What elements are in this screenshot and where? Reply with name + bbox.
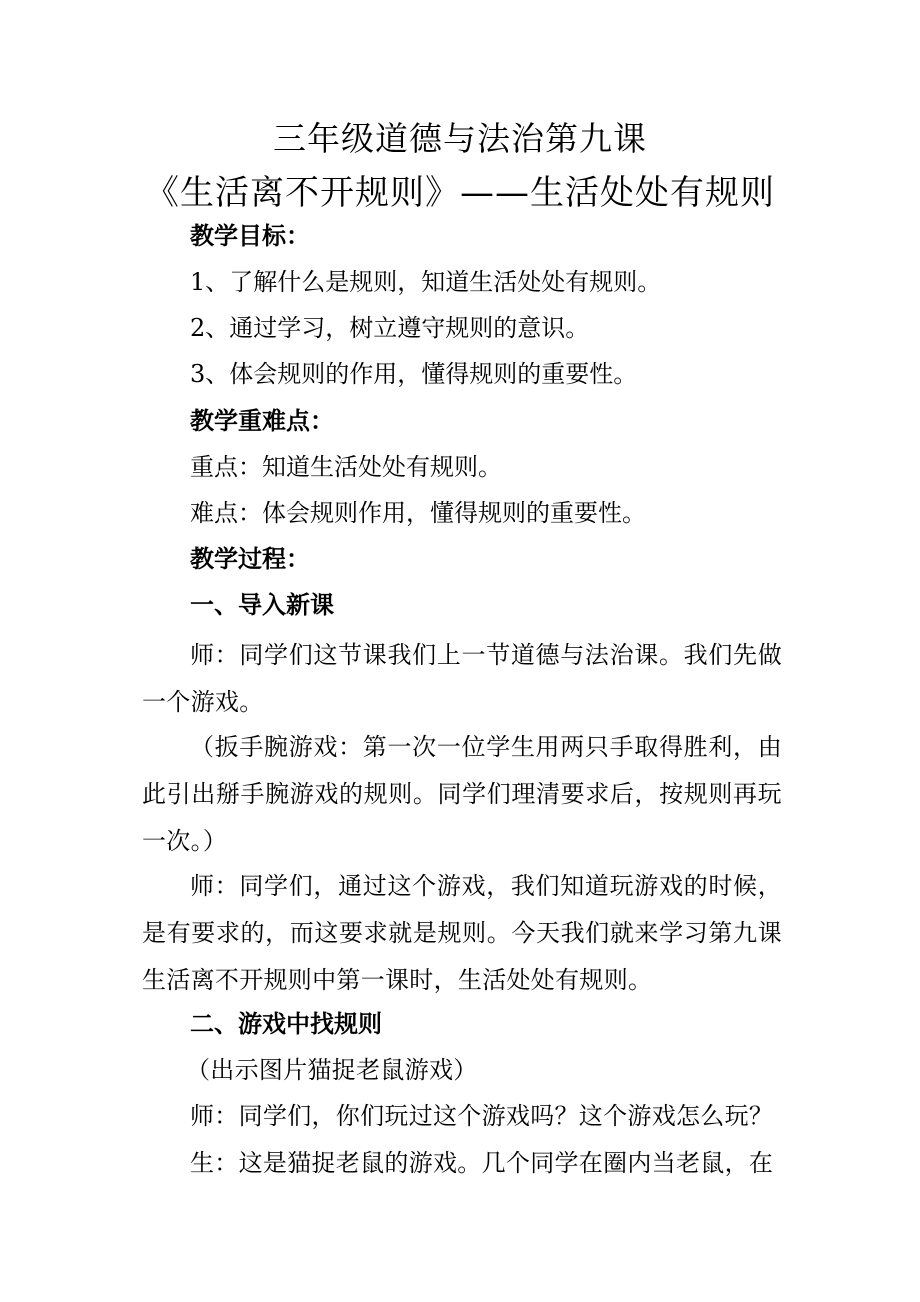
- objectives-heading: 教学目标：: [190, 222, 310, 250]
- section-2-paragraph-2: 师：同学们，你们玩过这个游戏吗？这个游戏怎么玩？: [190, 1102, 774, 1130]
- objective-item-3: 3、体会规则的作用，懂得规则的重要性。: [190, 360, 638, 388]
- focus-point: 重点：知道生活处处有规则。: [190, 453, 502, 481]
- section-1-title: 一、导入新课: [190, 590, 334, 619]
- section-2-paragraph-1: （出示图片猫捉老鼠游戏）: [186, 1056, 478, 1084]
- section-1-paragraph-1: 师：同学们这节课我们上一节道德与法治课。我们先做一个游戏。: [142, 641, 782, 716]
- objective-item-2: 2、通过学习，树立遵守规则的意识。: [190, 314, 590, 342]
- process-heading: 教学过程：: [190, 545, 310, 573]
- section-2-paragraph-3: 生：这是猫捉老鼠的游戏。几个同学在圈内当老鼠，在: [190, 1149, 774, 1177]
- title-line-1: 三年级道德与法治第九课: [273, 119, 647, 158]
- title-line-2: 《生活离不开规则》——生活处处有规则: [145, 173, 775, 213]
- key-points-heading: 教学重难点：: [190, 407, 334, 435]
- difficulty-point: 难点：体会规则作用，懂得规则的重要性。: [190, 499, 646, 527]
- objective-item-1: 1、了解什么是规则，知道生活处处有规则。: [190, 268, 662, 296]
- section-1-paragraph-3: 师：同学们，通过这个游戏，我们知道玩游戏的时候，是有要求的，而这要求就是规则。今天我们就来学习第九课生活离不开规则中第一课时，生活处处有规则。: [142, 872, 782, 994]
- section-2-title: 二、游戏中找规则: [190, 1009, 382, 1038]
- section-1-paragraph-2: （扳手腕游戏：第一次一位学生用两只手取得胜利，由此引出掰手腕游戏的规则。同学们理清要求后，按规则再玩一次。）: [142, 733, 782, 855]
